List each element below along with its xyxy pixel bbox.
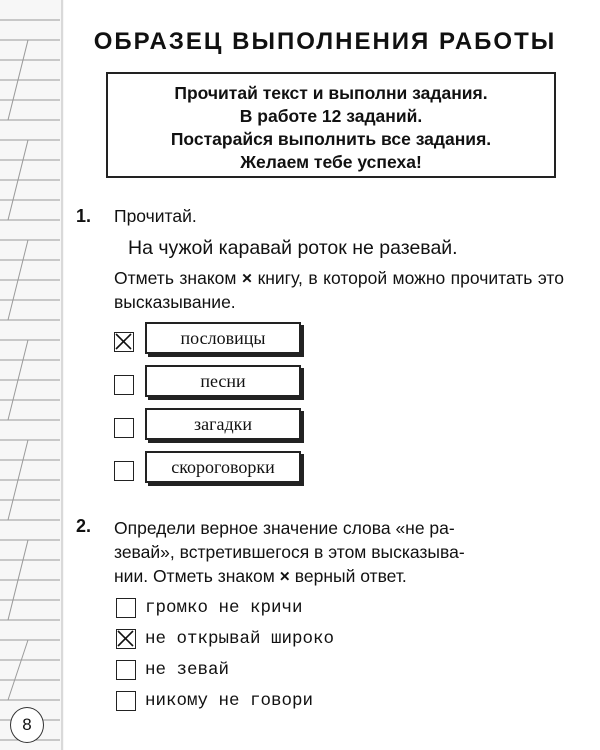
task2-line-3-after: верный ответ. — [294, 566, 407, 586]
check-x-icon — [117, 630, 134, 647]
instruction-line: В работе 12 заданий. — [239, 106, 423, 126]
task2-checkbox-2[interactable] — [116, 629, 136, 649]
task2-line-3-before: нии. Отметь знаком — [114, 566, 275, 586]
task1-prompt: Прочитай. — [114, 206, 197, 226]
task1-proverb: На чужой каравай роток не разевай. — [128, 237, 458, 259]
instruction-line: Желаем тебе успеха! — [240, 152, 422, 172]
task2-line-2: зевай», встретившегося в этом высказыва- — [114, 542, 465, 562]
task1-checkbox-3[interactable] — [114, 418, 134, 438]
task2-description — [114, 516, 564, 588]
task1-description — [114, 266, 564, 314]
task2-number: 2. — [76, 516, 92, 536]
task1-option-3: загадки — [145, 408, 301, 440]
task2-line-3 — [114, 564, 564, 588]
task2-checkbox-1[interactable] — [116, 598, 136, 618]
task2-checkbox-4[interactable] — [116, 691, 136, 711]
instruction-line: Постарайся выполнить все задания. — [170, 129, 492, 149]
x-mark-icon: × — [279, 566, 290, 586]
task1-checkbox-1[interactable] — [114, 332, 134, 352]
task2-option-4: никому не говори — [145, 691, 314, 711]
task2-checkbox-3[interactable] — [116, 660, 136, 680]
instruction-line: Прочитай текст и выполни задания. — [174, 83, 488, 103]
page-title: ОБРАЗЕЦ ВЫПОЛНЕНИЯ РАБОТЫ — [93, 28, 557, 55]
task1-desc-before: Отметь знаком — [114, 268, 237, 288]
instructions-box — [106, 72, 556, 178]
task1-checkbox-2[interactable] — [114, 375, 134, 395]
task1-option-1: пословицы — [145, 322, 301, 354]
task2-option-1: громко не кричи — [145, 598, 303, 618]
task2-option-2: не открывай широко — [145, 629, 335, 649]
task1-option-4: скороговорки — [145, 451, 301, 483]
task1-checkbox-4[interactable] — [114, 461, 134, 481]
x-mark-icon: × — [241, 268, 253, 288]
task2-line-1: Определи верное значение слова «не ра- — [114, 518, 455, 538]
task2-option-3: не зевай — [145, 660, 230, 680]
ruled-margin-lines — [0, 0, 64, 750]
page-number: 8 — [10, 707, 44, 743]
task1-desc-after: книгу, в которой можно прочитать это высказывание. — [114, 268, 564, 312]
task1-number: 1. — [76, 206, 92, 226]
task1-option-2: песни — [145, 365, 301, 397]
check-x-icon — [115, 333, 132, 350]
